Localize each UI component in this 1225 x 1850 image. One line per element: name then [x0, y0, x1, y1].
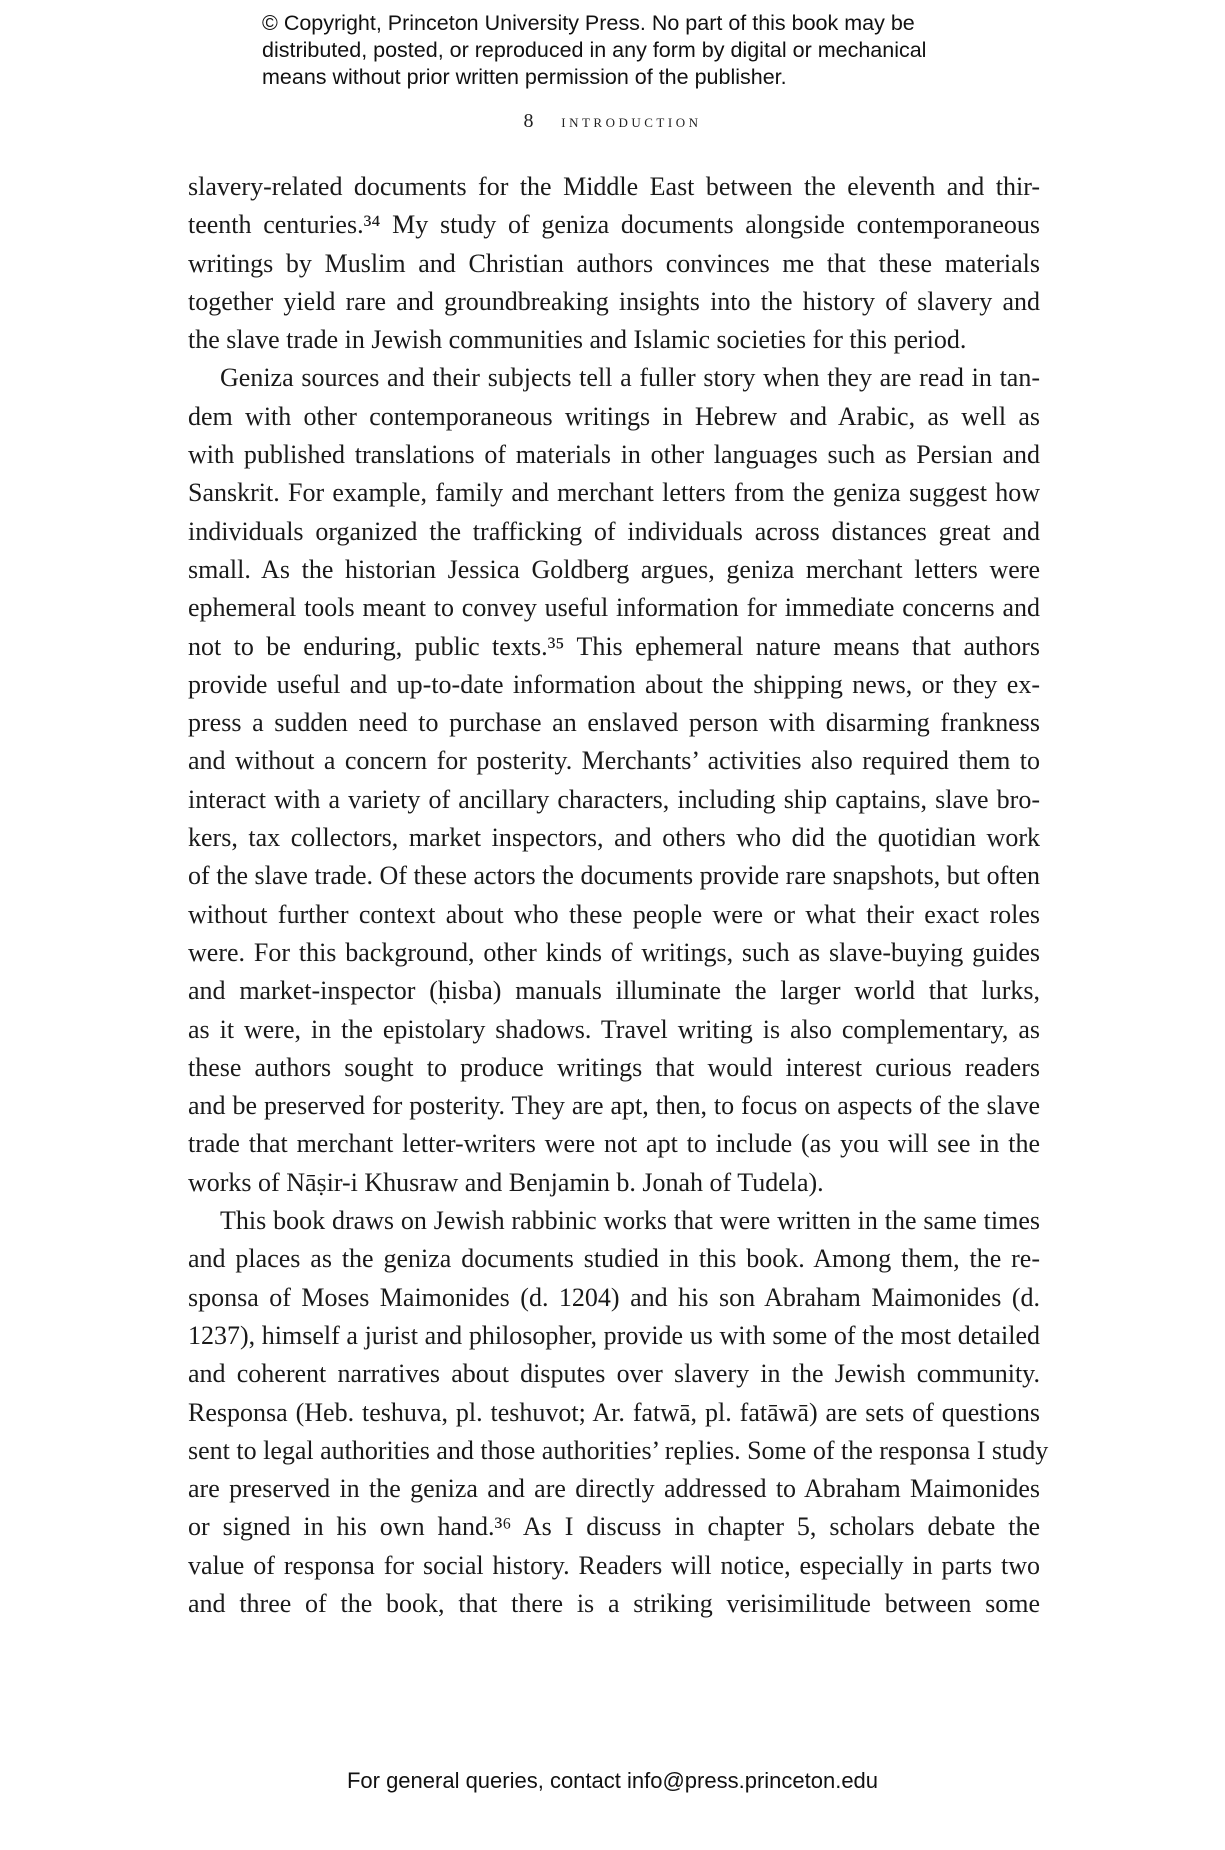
text-line: with published translations of materials in other languages such as Persian and	[188, 440, 1040, 470]
section-title: introduction	[561, 111, 702, 132]
text-line: were. For this background, other kinds of writings, such as slave-buying guides	[188, 937, 1040, 967]
text-line: Responsa (Heb. teshuva, pl. teshuvot; Ar. fatwā, pl. fatāwā) are sets of questions	[188, 1397, 1040, 1427]
text-line: without further context about who these people were or what their exact roles	[188, 899, 1040, 929]
text-line: and be preserved for posterity. They are apt, then, to focus on aspects of the slave	[188, 1091, 1040, 1121]
copyright-line: means without prior written permission of the publisher.	[262, 65, 787, 89]
text-line: interact with a variety of ancillary characters, including ship captains, slave bro-	[188, 784, 1040, 814]
text-line: these authors sought to produce writings that would interest curious readers	[188, 1052, 1040, 1082]
text-line: of the slave trade. Of these actors the documents provide rare snapshots, but often	[188, 861, 1040, 891]
text-line: the slave trade in Jewish communities and Islamic societies for this period.	[188, 325, 967, 355]
text-line: individuals organized the trafficking of individuals across distances great and	[188, 516, 1040, 546]
text-line: press a sudden need to purchase an enslaved person with disarming frankness	[188, 708, 1040, 738]
text-line: value of responsa for social history. Readers will notice, especially in parts two	[188, 1550, 1040, 1580]
footer-contact: For general queries, contact info@press.princeton.edu	[346, 1768, 879, 1793]
text-line: This book draws on Jewish rabbinic works that were written in the same times	[220, 1206, 1040, 1236]
text-line: 1237), himself a jurist and philosopher, provide us with some of the most detailed	[188, 1320, 1040, 1350]
text-line: ephemeral tools meant to convey useful information for immediate concerns and	[188, 593, 1040, 623]
copyright-notice	[262, 10, 982, 91]
text-line: small. As the historian Jessica Goldberg argues, geniza merchant letters were	[188, 554, 1040, 584]
text-line: writings by Muslim and Christian authors convinces me that these materials	[188, 248, 1040, 278]
text-line: and places as the geniza documents studied in this book. Among them, the re-	[188, 1244, 1040, 1274]
text-line: works of Nāṣir-i Khusraw and Benjamin b. Jonah of Tudela).	[188, 1167, 824, 1197]
text-line: sponsa of Moses Maimonides (d. 1204) and his son Abraham Maimonides (d.	[188, 1282, 1040, 1312]
text-line: Geniza sources and their subjects tell a fuller story when they are read in tan-	[220, 363, 1040, 393]
text-line: not to be enduring, public texts.³⁵ This ephemeral nature means that authors	[188, 631, 1040, 661]
text-line: and without a concern for posterity. Merchants’ activities also required them to	[188, 746, 1040, 776]
text-line: teenth centuries.³⁴ My study of geniza documents alongside contemporaneous	[188, 210, 1040, 240]
page-number: 8	[523, 110, 534, 132]
text-line: or signed in his own hand.³⁶ As I discuss in chapter 5, scholars debate the	[188, 1512, 1040, 1542]
text-line: trade that merchant letter-writers were not apt to include (as you will see in the	[188, 1129, 1040, 1159]
text-line: Sanskrit. For example, family and merchant letters from the geniza suggest how	[188, 478, 1040, 508]
running-head	[0, 110, 1225, 133]
text-line: slavery-related documents for the Middle East between the eleventh and thir-	[188, 172, 1040, 201]
text-line: as it were, in the epistolary shadows. Travel writing is also complementary, as	[188, 1014, 1040, 1044]
body-text	[188, 168, 1049, 1623]
text-line: together yield rare and groundbreaking insights into the history of slavery and	[188, 286, 1040, 316]
text-line: and three of the book, that there is a striking verisimilitude between some	[188, 1588, 1040, 1618]
text-line: and market-inspector (ḥisba) manuals illuminate the larger world that lurks,	[188, 976, 1040, 1006]
text-line: are preserved in the geniza and are directly addressed to Abraham Maimonides	[188, 1474, 1040, 1504]
copyright-line: distributed, posted, or reproduced in any form by digital or mechanical	[262, 38, 927, 62]
text-line: dem with other contemporaneous writings in Hebrew and Arabic, as well as	[188, 401, 1040, 431]
copyright-line: © Copyright, Princeton University Press. No part of this book may be	[262, 11, 915, 35]
text-line: provide useful and up-to-date information about the shipping news, or they ex-	[188, 669, 1040, 699]
text-line: kers, tax collectors, market inspectors, and others who did the quotidian work	[188, 823, 1040, 853]
text-line: and coherent narratives about disputes over slavery in the Jewish community.	[188, 1359, 1040, 1389]
text-line: sent to legal authorities and those authorities’ replies. Some of the responsa I study	[188, 1435, 1049, 1465]
